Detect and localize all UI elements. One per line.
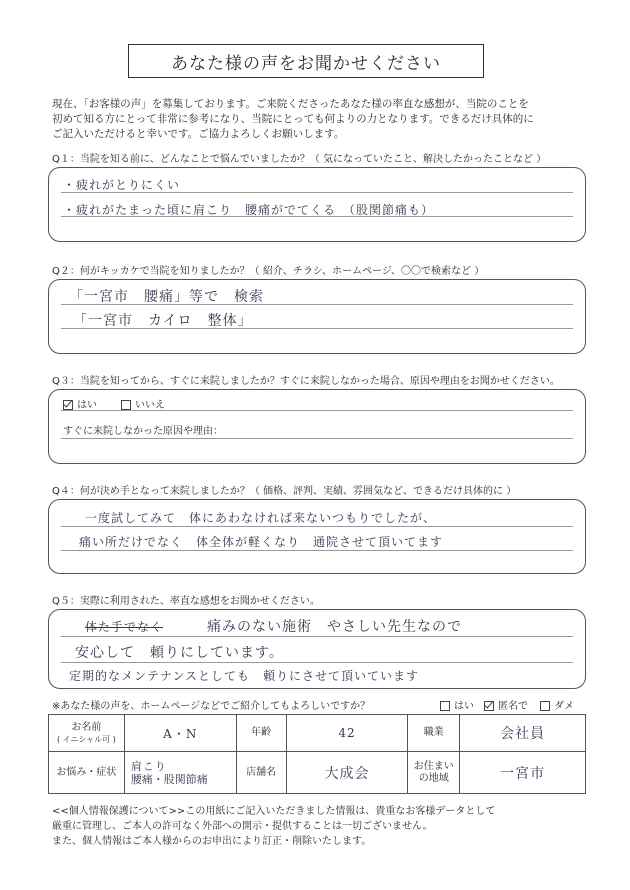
- shop-label: 店舗名: [236, 752, 286, 794]
- name-label: お名前: [71, 721, 102, 733]
- q4-answer-box[interactable]: [48, 499, 586, 574]
- q4-label: Q４：何が決め手となって来院しましたか？（ 価格、評判、実績、雰囲気など、できるだけ具体的に ）: [52, 486, 517, 497]
- intro-text: [52, 97, 592, 142]
- consent-anonymous-option[interactable]: [484, 697, 528, 712]
- table-row: [49, 752, 586, 794]
- table-row: [49, 715, 586, 752]
- q2-answer-line: 「一宮市 カイロ 整体」: [73, 313, 253, 329]
- q5-label: Q５：実際に利用された、率直な感想をお聞かせください。: [52, 596, 320, 607]
- consent-label: ※あなた様の声を、ホームページなどでご紹介してもよろしいですか？: [52, 701, 371, 712]
- consent-no-option[interactable]: [540, 697, 574, 712]
- q3-no-option[interactable]: [121, 396, 165, 411]
- job-label: 職業: [408, 715, 460, 752]
- checkbox-checked-icon[interactable]: [484, 701, 494, 711]
- symptom-label: お悩み・症状: [49, 752, 125, 794]
- area-value-cell[interactable]: [460, 752, 586, 794]
- q5-answer-line: 痛みのない施術 やさしい先生なので: [207, 619, 462, 635]
- q1-answer-line: ・疲れがとりにくい: [63, 178, 181, 192]
- q3-no-label: いいえ: [135, 400, 165, 411]
- consent-no-label: ダメ: [554, 701, 574, 712]
- shop-value-cell[interactable]: [286, 752, 408, 794]
- name-value-cell[interactable]: [124, 715, 236, 752]
- privacy-line: <<個人情報保護について>>この用紙にご記入いただきました情報は、貴重なお客様データとして: [52, 806, 496, 817]
- q3-label: Q３：当院を知ってから、すぐに来院しましたか？すぐに来院しなかった場合、原因や理由をお聞かせください。: [52, 376, 560, 387]
- q3-reason-label: すぐに来院しなかった原因や理由：: [63, 426, 223, 437]
- age-value-cell[interactable]: [286, 715, 408, 752]
- answer-line: [61, 550, 573, 551]
- area-label: お住まい: [413, 760, 454, 772]
- page-title: [128, 44, 484, 78]
- consent-yes-label: はい: [454, 701, 474, 712]
- q5-answer-line: 定期的なメンテナンスとしても 頼りにさせて頂いています: [69, 669, 420, 683]
- name-sub-label: ( イニシャル可 ): [56, 734, 116, 744]
- area-label-cell: [408, 752, 460, 794]
- answer-line: [61, 636, 573, 637]
- age-label: 年齢: [236, 715, 286, 752]
- q3-yes-label: はい: [77, 400, 97, 411]
- answer-line: [61, 526, 573, 527]
- checkbox-icon[interactable]: [121, 400, 131, 410]
- q1-answer-box[interactable]: [48, 167, 586, 242]
- checkbox-checked-icon[interactable]: [63, 400, 73, 410]
- intro-line: 初めて知る方にとって非常に参考になり、当院にとっても何よりの力となります。できるだけ具体的に: [52, 113, 534, 125]
- symptom-value-cell[interactable]: [124, 752, 236, 794]
- q5-answer-line: 安心して 頼りにしています。: [75, 645, 284, 661]
- q5-struck-text: 体た手でなく: [85, 620, 164, 634]
- job-value: 会社員: [500, 726, 546, 743]
- q2-answer-line: 「一宮市 腰痛」等で 検索: [69, 289, 264, 305]
- area-label: の地域: [418, 772, 449, 784]
- q3-yes-option[interactable]: [63, 396, 97, 411]
- answer-line: [61, 662, 573, 663]
- q4-answer-line: 痛い所だけでなく 体全体が軽くなり 通院させて頂いてます: [79, 535, 444, 549]
- q2-label: Q２：何がキッカケで当院を知りましたか？（ 紹介、チラシ、ホームページ、〇〇で検索など ）: [52, 266, 485, 277]
- page-title-text: あなた様の声をお聞かせください: [171, 53, 441, 74]
- privacy-line: また、個人情報はご本人様からのお申出により訂正・削除いたします。: [52, 836, 372, 847]
- q2-answer-box[interactable]: [48, 279, 586, 354]
- q1-answer-line: ・疲れがたまった頃に肩こり 腰痛がでてくる （股関節痛も）: [63, 203, 435, 217]
- name-value: A・N: [163, 726, 198, 741]
- intro-line: ご記入いただけると幸いです。ご協力よろしくお願いします。: [52, 128, 345, 140]
- area-value: 一宮市: [500, 765, 546, 782]
- answer-line: [61, 438, 573, 439]
- symptom-value: 腰痛・股関節痛: [130, 772, 208, 786]
- symptom-value: 肩こり: [130, 759, 167, 773]
- q4-answer-line: 一度試してみて 体にあわなければ来ないつもりでしたが、: [85, 511, 437, 525]
- privacy-notice: [52, 804, 592, 849]
- q5-answer-box[interactable]: [48, 609, 586, 689]
- privacy-line: 厳重に管理し、ご本人の許可なく外部への開示・提供することは一切ございません。: [52, 821, 433, 832]
- age-value: 42: [338, 726, 356, 741]
- name-label-cell: [49, 715, 125, 752]
- job-value-cell[interactable]: [460, 715, 586, 752]
- q1-label: Q１：当院を知る前に、どんなことで悩んでいましたか？（ 気になっていたこと、解決したかったことなど ）: [52, 154, 547, 165]
- consent-yes-option[interactable]: [440, 697, 474, 712]
- intro-line: 現在、「お客様の声」を募集しております。ご来院くださったあなた様の率直な感想が、当院のことを: [52, 98, 529, 110]
- shop-value: 大成会: [324, 765, 370, 782]
- consent-anonymous-label: 匿名で: [498, 701, 528, 712]
- customer-info-table: [48, 714, 586, 794]
- q3-answer-box: [48, 389, 586, 464]
- checkbox-icon[interactable]: [540, 701, 550, 711]
- checkbox-icon[interactable]: [440, 701, 450, 711]
